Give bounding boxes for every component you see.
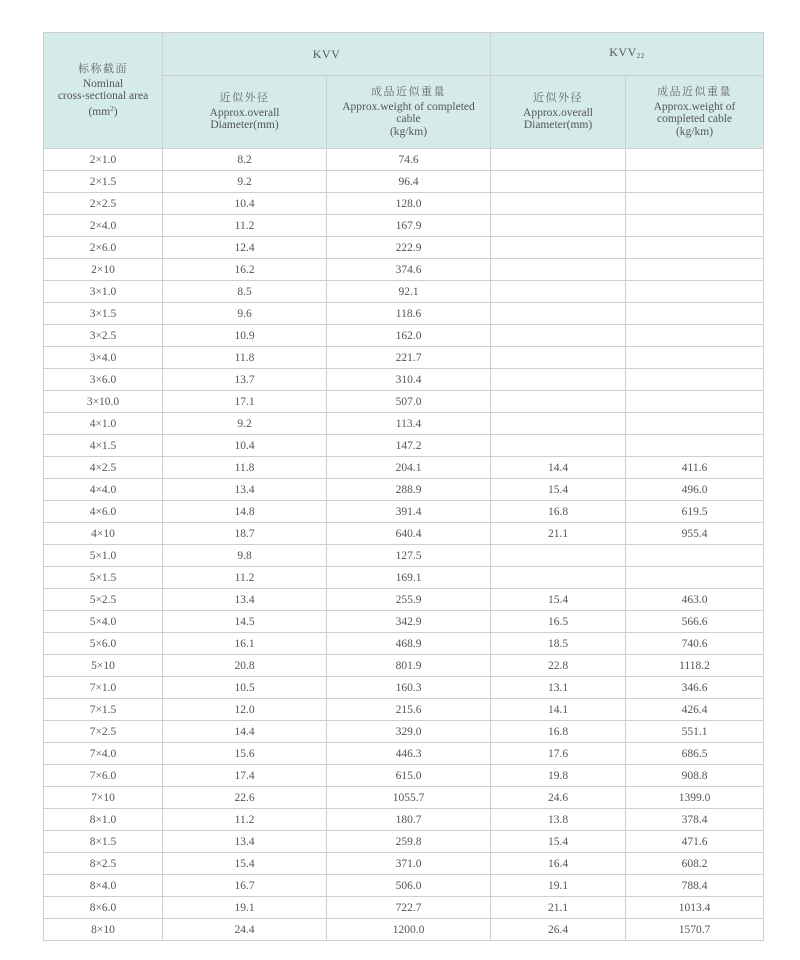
- cell-nominal-area: 8×4.0: [44, 875, 163, 897]
- table-row: [44, 457, 764, 479]
- cell-kvv22-weight: [626, 347, 764, 369]
- cell-kvv-diameter: 9.6: [163, 303, 327, 325]
- cell-kvv22-diameter: 13.1: [491, 677, 626, 699]
- cell-kvv-diameter: 19.1: [163, 897, 327, 919]
- cell-nominal-area: 7×1.5: [44, 699, 163, 721]
- table-row: [44, 919, 764, 941]
- col-line: (kg/km): [389, 125, 428, 138]
- cell-kvv-diameter: 10.4: [163, 193, 327, 215]
- cell-kvv22-weight: 740.6: [626, 633, 764, 655]
- col-line: completed cable: [656, 113, 733, 125]
- cell-kvv22-diameter: 24.6: [491, 787, 626, 809]
- table-row: [44, 237, 764, 259]
- col-line: Approx.overall: [523, 106, 593, 119]
- cell-kvv22-diameter: 16.8: [491, 501, 626, 523]
- cell-kvv-diameter: 15.4: [163, 853, 327, 875]
- cell-nominal-area: 4×1.5: [44, 435, 163, 457]
- col-line: cable: [396, 113, 421, 125]
- cell-kvv-diameter: 24.4: [163, 919, 327, 941]
- cell-kvv22-diameter: 21.1: [491, 523, 626, 545]
- cell-kvv22-diameter: 19.1: [491, 875, 626, 897]
- cell-kvv22-diameter: 26.4: [491, 919, 626, 941]
- cell-kvv-diameter: 10.4: [163, 435, 327, 457]
- nominal-cn: 标称截面: [78, 62, 128, 75]
- cell-nominal-area: 7×4.0: [44, 743, 163, 765]
- table-row: [44, 193, 764, 215]
- col-cn: 成品近似重量: [371, 85, 446, 98]
- cell-kvv22-weight: 411.6: [626, 457, 764, 479]
- cell-kvv22-weight: 566.6: [626, 611, 764, 633]
- table-row: [44, 567, 764, 589]
- cell-nominal-area: 5×1.0: [44, 545, 163, 567]
- cell-kvv-weight: 374.6: [327, 259, 491, 281]
- cell-kvv22-diameter: 13.8: [491, 809, 626, 831]
- cell-kvv-diameter: 14.4: [163, 721, 327, 743]
- cell-kvv-diameter: 14.5: [163, 611, 327, 633]
- cell-kvv-weight: 259.8: [327, 831, 491, 853]
- cell-kvv22-weight: [626, 215, 764, 237]
- cell-nominal-area: 3×1.5: [44, 303, 163, 325]
- cell-nominal-area: 2×2.5: [44, 193, 163, 215]
- cell-kvv-weight: 1200.0: [327, 919, 491, 941]
- cell-kvv-weight: 169.1: [327, 567, 491, 589]
- cell-nominal-area: 5×1.5: [44, 567, 163, 589]
- table-row: [44, 325, 764, 347]
- table-row: [44, 545, 764, 567]
- cell-kvv-weight: 391.4: [327, 501, 491, 523]
- col-line: Approx.weight of: [653, 100, 736, 113]
- table-row: [44, 369, 764, 391]
- cell-kvv-diameter: 8.2: [163, 149, 327, 171]
- nominal-area-header: [44, 33, 163, 149]
- cell-kvv22-diameter: [491, 413, 626, 435]
- cell-nominal-area: 8×10: [44, 919, 163, 941]
- cell-kvv-weight: 342.9: [327, 611, 491, 633]
- table-row: [44, 589, 764, 611]
- unit-pre: (mm: [88, 105, 111, 118]
- table-row: [44, 281, 764, 303]
- cell-nominal-area: 4×6.0: [44, 501, 163, 523]
- table-row: [44, 655, 764, 677]
- col-line: Approx.overall: [209, 106, 280, 119]
- cell-kvv22-weight: [626, 435, 764, 457]
- table-row: [44, 611, 764, 633]
- col-line: (kg/km): [675, 125, 714, 138]
- cell-kvv-weight: 255.9: [327, 589, 491, 611]
- cell-kvv-weight: 468.9: [327, 633, 491, 655]
- cell-kvv-weight: 204.1: [327, 457, 491, 479]
- cell-kvv-diameter: 9.8: [163, 545, 327, 567]
- cell-kvv22-weight: 908.8: [626, 765, 764, 787]
- cell-nominal-area: 3×1.0: [44, 281, 163, 303]
- kvv-diameter-header: [163, 76, 327, 149]
- cell-kvv-weight: 113.4: [327, 413, 491, 435]
- col-cn: 近似外径: [219, 91, 270, 105]
- cell-nominal-area: 2×4.0: [44, 215, 163, 237]
- table-row: [44, 853, 764, 875]
- cell-nominal-area: 4×10: [44, 523, 163, 545]
- cell-kvv-weight: 147.2: [327, 435, 491, 457]
- cell-kvv22-weight: 378.4: [626, 809, 764, 831]
- table-row: [44, 787, 764, 809]
- cell-kvv22-weight: [626, 413, 764, 435]
- nominal-unit: [44, 103, 162, 119]
- cell-kvv-diameter: 9.2: [163, 171, 327, 193]
- cell-kvv22-diameter: [491, 303, 626, 325]
- cell-nominal-area: 5×6.0: [44, 633, 163, 655]
- kvv22-subscript: 22: [636, 51, 645, 60]
- table-row: [44, 347, 764, 369]
- cell-kvv22-weight: 1118.2: [626, 655, 764, 677]
- cell-kvv22-diameter: [491, 325, 626, 347]
- cell-kvv22-weight: 346.6: [626, 677, 764, 699]
- cell-kvv22-weight: [626, 193, 764, 215]
- table-row: [44, 743, 764, 765]
- cell-kvv-diameter: 11.2: [163, 215, 327, 237]
- col-line: Approx.weight of completed: [342, 100, 475, 113]
- cell-nominal-area: 8×6.0: [44, 897, 163, 919]
- cell-kvv-weight: 446.3: [327, 743, 491, 765]
- table-row: [44, 171, 764, 193]
- cell-nominal-area: 7×6.0: [44, 765, 163, 787]
- cell-kvv22-diameter: 15.4: [491, 831, 626, 853]
- table-row: [44, 501, 764, 523]
- kvv22-label: KVV: [609, 44, 637, 59]
- cell-kvv-weight: 371.0: [327, 853, 491, 875]
- cell-kvv-diameter: 11.2: [163, 567, 327, 589]
- cell-kvv-weight: 127.5: [327, 545, 491, 567]
- col-cn: 近似外径: [533, 91, 583, 105]
- table-row: [44, 765, 764, 787]
- cell-kvv22-diameter: 18.5: [491, 633, 626, 655]
- cell-nominal-area: 5×4.0: [44, 611, 163, 633]
- cell-kvv-diameter: 17.4: [163, 765, 327, 787]
- cell-kvv22-diameter: [491, 281, 626, 303]
- cell-kvv-diameter: 11.2: [163, 809, 327, 831]
- cell-kvv22-weight: [626, 325, 764, 347]
- cell-kvv-diameter: 13.4: [163, 479, 327, 501]
- cell-kvv22-weight: [626, 171, 764, 193]
- cell-nominal-area: 4×1.0: [44, 413, 163, 435]
- table-row: [44, 831, 764, 853]
- cell-nominal-area: 3×4.0: [44, 347, 163, 369]
- cell-nominal-area: 2×10: [44, 259, 163, 281]
- cell-nominal-area: 3×6.0: [44, 369, 163, 391]
- cell-kvv-diameter: 22.6: [163, 787, 327, 809]
- col-line: Diameter(mm): [523, 119, 593, 132]
- cell-nominal-area: 2×1.5: [44, 171, 163, 193]
- table-row: [44, 479, 764, 501]
- table-row: [44, 215, 764, 237]
- cell-nominal-area: 5×10: [44, 655, 163, 677]
- cell-kvv-weight: 118.6: [327, 303, 491, 325]
- table-row: [44, 875, 764, 897]
- cell-kvv-diameter: 10.9: [163, 325, 327, 347]
- table-row: [44, 897, 764, 919]
- cell-nominal-area: 7×2.5: [44, 721, 163, 743]
- cell-kvv-weight: 722.7: [327, 897, 491, 919]
- cell-nominal-area: 4×4.0: [44, 479, 163, 501]
- cell-kvv-diameter: 16.2: [163, 259, 327, 281]
- cell-kvv22-diameter: [491, 435, 626, 457]
- cell-kvv-diameter: 8.5: [163, 281, 327, 303]
- table-row: [44, 303, 764, 325]
- cell-kvv-weight: 215.6: [327, 699, 491, 721]
- cell-kvv22-diameter: 15.4: [491, 479, 626, 501]
- cell-kvv-weight: 506.0: [327, 875, 491, 897]
- cell-kvv22-weight: 471.6: [626, 831, 764, 853]
- cell-kvv22-weight: [626, 259, 764, 281]
- cell-kvv-weight: 615.0: [327, 765, 491, 787]
- cell-kvv22-diameter: 19.8: [491, 765, 626, 787]
- table-row: [44, 413, 764, 435]
- cell-nominal-area: 8×1.0: [44, 809, 163, 831]
- cell-kvv-weight: 329.0: [327, 721, 491, 743]
- nominal-en1: Nominal: [82, 77, 124, 90]
- cell-kvv22-weight: 551.1: [626, 721, 764, 743]
- cell-kvv22-weight: 463.0: [626, 589, 764, 611]
- cell-kvv-diameter: 16.1: [163, 633, 327, 655]
- table-row: [44, 699, 764, 721]
- cell-kvv-diameter: 12.0: [163, 699, 327, 721]
- cell-kvv22-weight: 788.4: [626, 875, 764, 897]
- cell-kvv-weight: 507.0: [327, 391, 491, 413]
- cell-kvv22-weight: [626, 567, 764, 589]
- kvv22-weight-header: [626, 76, 764, 149]
- cell-kvv-diameter: 13.7: [163, 369, 327, 391]
- cell-kvv-diameter: 13.4: [163, 589, 327, 611]
- cell-kvv22-diameter: 21.1: [491, 897, 626, 919]
- cell-kvv22-weight: 619.5: [626, 501, 764, 523]
- cell-kvv-weight: 288.9: [327, 479, 491, 501]
- cell-kvv-diameter: 17.1: [163, 391, 327, 413]
- cell-kvv-weight: 167.9: [327, 215, 491, 237]
- cell-kvv-diameter: 9.2: [163, 413, 327, 435]
- cell-kvv22-diameter: 15.4: [491, 589, 626, 611]
- cell-kvv-weight: 92.1: [327, 281, 491, 303]
- cell-nominal-area: 7×1.0: [44, 677, 163, 699]
- cell-kvv22-diameter: [491, 567, 626, 589]
- cell-kvv22-diameter: [491, 171, 626, 193]
- cell-kvv-diameter: 14.8: [163, 501, 327, 523]
- cell-kvv22-diameter: [491, 149, 626, 171]
- cell-nominal-area: 7×10: [44, 787, 163, 809]
- cell-kvv22-weight: [626, 149, 764, 171]
- cell-kvv22-weight: 426.4: [626, 699, 764, 721]
- cell-kvv-diameter: 11.8: [163, 347, 327, 369]
- cell-nominal-area: 8×2.5: [44, 853, 163, 875]
- cell-kvv22-weight: 1013.4: [626, 897, 764, 919]
- cell-kvv22-diameter: 16.5: [491, 611, 626, 633]
- cell-kvv22-weight: 1570.7: [626, 919, 764, 941]
- cell-kvv-diameter: 15.6: [163, 743, 327, 765]
- cable-spec-table: [43, 32, 764, 941]
- cell-kvv22-weight: [626, 237, 764, 259]
- cell-kvv22-weight: [626, 545, 764, 567]
- cell-kvv22-weight: [626, 369, 764, 391]
- cell-nominal-area: 5×2.5: [44, 589, 163, 611]
- cell-kvv-weight: 640.4: [327, 523, 491, 545]
- cell-kvv-diameter: 16.7: [163, 875, 327, 897]
- cell-kvv22-diameter: 16.8: [491, 721, 626, 743]
- cell-kvv22-diameter: [491, 193, 626, 215]
- table-row: [44, 721, 764, 743]
- cell-kvv-weight: 221.7: [327, 347, 491, 369]
- cell-kvv22-diameter: [491, 237, 626, 259]
- cell-kvv-diameter: 11.8: [163, 457, 327, 479]
- kvv22-group-header: [491, 33, 764, 76]
- cell-kvv-weight: 310.4: [327, 369, 491, 391]
- col-cn: 成品近似重量: [657, 85, 732, 98]
- nominal-en2: cross-sectional area: [57, 90, 149, 102]
- cell-kvv-diameter: 10.5: [163, 677, 327, 699]
- table-row: [44, 677, 764, 699]
- table-row: [44, 435, 764, 457]
- header-row-groups: [44, 33, 764, 76]
- unit-post: ): [113, 105, 118, 118]
- table-row: [44, 391, 764, 413]
- cell-kvv22-diameter: 22.8: [491, 655, 626, 677]
- table-row: [44, 259, 764, 281]
- table-row: [44, 523, 764, 545]
- cell-kvv-weight: 180.7: [327, 809, 491, 831]
- cell-kvv22-diameter: 14.1: [491, 699, 626, 721]
- cell-kvv22-weight: [626, 391, 764, 413]
- cell-kvv22-diameter: [491, 215, 626, 237]
- kvv-group-header: [163, 33, 491, 76]
- cell-kvv22-weight: [626, 281, 764, 303]
- table-row: [44, 633, 764, 655]
- cell-nominal-area: 4×2.5: [44, 457, 163, 479]
- cell-kvv22-weight: 608.2: [626, 853, 764, 875]
- cell-kvv22-diameter: [491, 259, 626, 281]
- cell-kvv-weight: 128.0: [327, 193, 491, 215]
- cell-kvv22-diameter: [491, 391, 626, 413]
- kvv-label: KVV: [312, 46, 341, 61]
- cell-kvv-diameter: 12.4: [163, 237, 327, 259]
- cell-kvv-weight: 96.4: [327, 171, 491, 193]
- cell-kvv22-weight: 1399.0: [626, 787, 764, 809]
- cell-nominal-area: 3×10.0: [44, 391, 163, 413]
- cell-kvv-weight: 74.6: [327, 149, 491, 171]
- cell-nominal-area: 2×6.0: [44, 237, 163, 259]
- cell-kvv22-diameter: 14.4: [491, 457, 626, 479]
- cell-kvv-weight: 222.9: [327, 237, 491, 259]
- col-line: Diameter(mm): [210, 119, 279, 132]
- table-body: [44, 149, 764, 941]
- table-row: [44, 149, 764, 171]
- cell-kvv22-weight: [626, 303, 764, 325]
- unit-sup: 2: [110, 104, 114, 113]
- cell-kvv22-diameter: [491, 347, 626, 369]
- cell-kvv-weight: 162.0: [327, 325, 491, 347]
- cell-nominal-area: 8×1.5: [44, 831, 163, 853]
- cell-kvv22-weight: 955.4: [626, 523, 764, 545]
- cell-kvv-weight: 801.9: [327, 655, 491, 677]
- cell-nominal-area: 2×1.0: [44, 149, 163, 171]
- cell-kvv22-diameter: 16.4: [491, 853, 626, 875]
- cell-kvv22-weight: 496.0: [626, 479, 764, 501]
- cell-kvv-diameter: 18.7: [163, 523, 327, 545]
- cell-kvv-weight: 160.3: [327, 677, 491, 699]
- cell-kvv-weight: 1055.7: [327, 787, 491, 809]
- cell-kvv-diameter: 13.4: [163, 831, 327, 853]
- cell-kvv-diameter: 20.8: [163, 655, 327, 677]
- cell-kvv22-diameter: 17.6: [491, 743, 626, 765]
- cell-kvv22-weight: 686.5: [626, 743, 764, 765]
- cell-nominal-area: 3×2.5: [44, 325, 163, 347]
- table-row: [44, 809, 764, 831]
- kvv-weight-header: [327, 76, 491, 149]
- kvv22-diameter-header: [491, 76, 626, 149]
- cell-kvv22-diameter: [491, 545, 626, 567]
- cell-kvv22-diameter: [491, 369, 626, 391]
